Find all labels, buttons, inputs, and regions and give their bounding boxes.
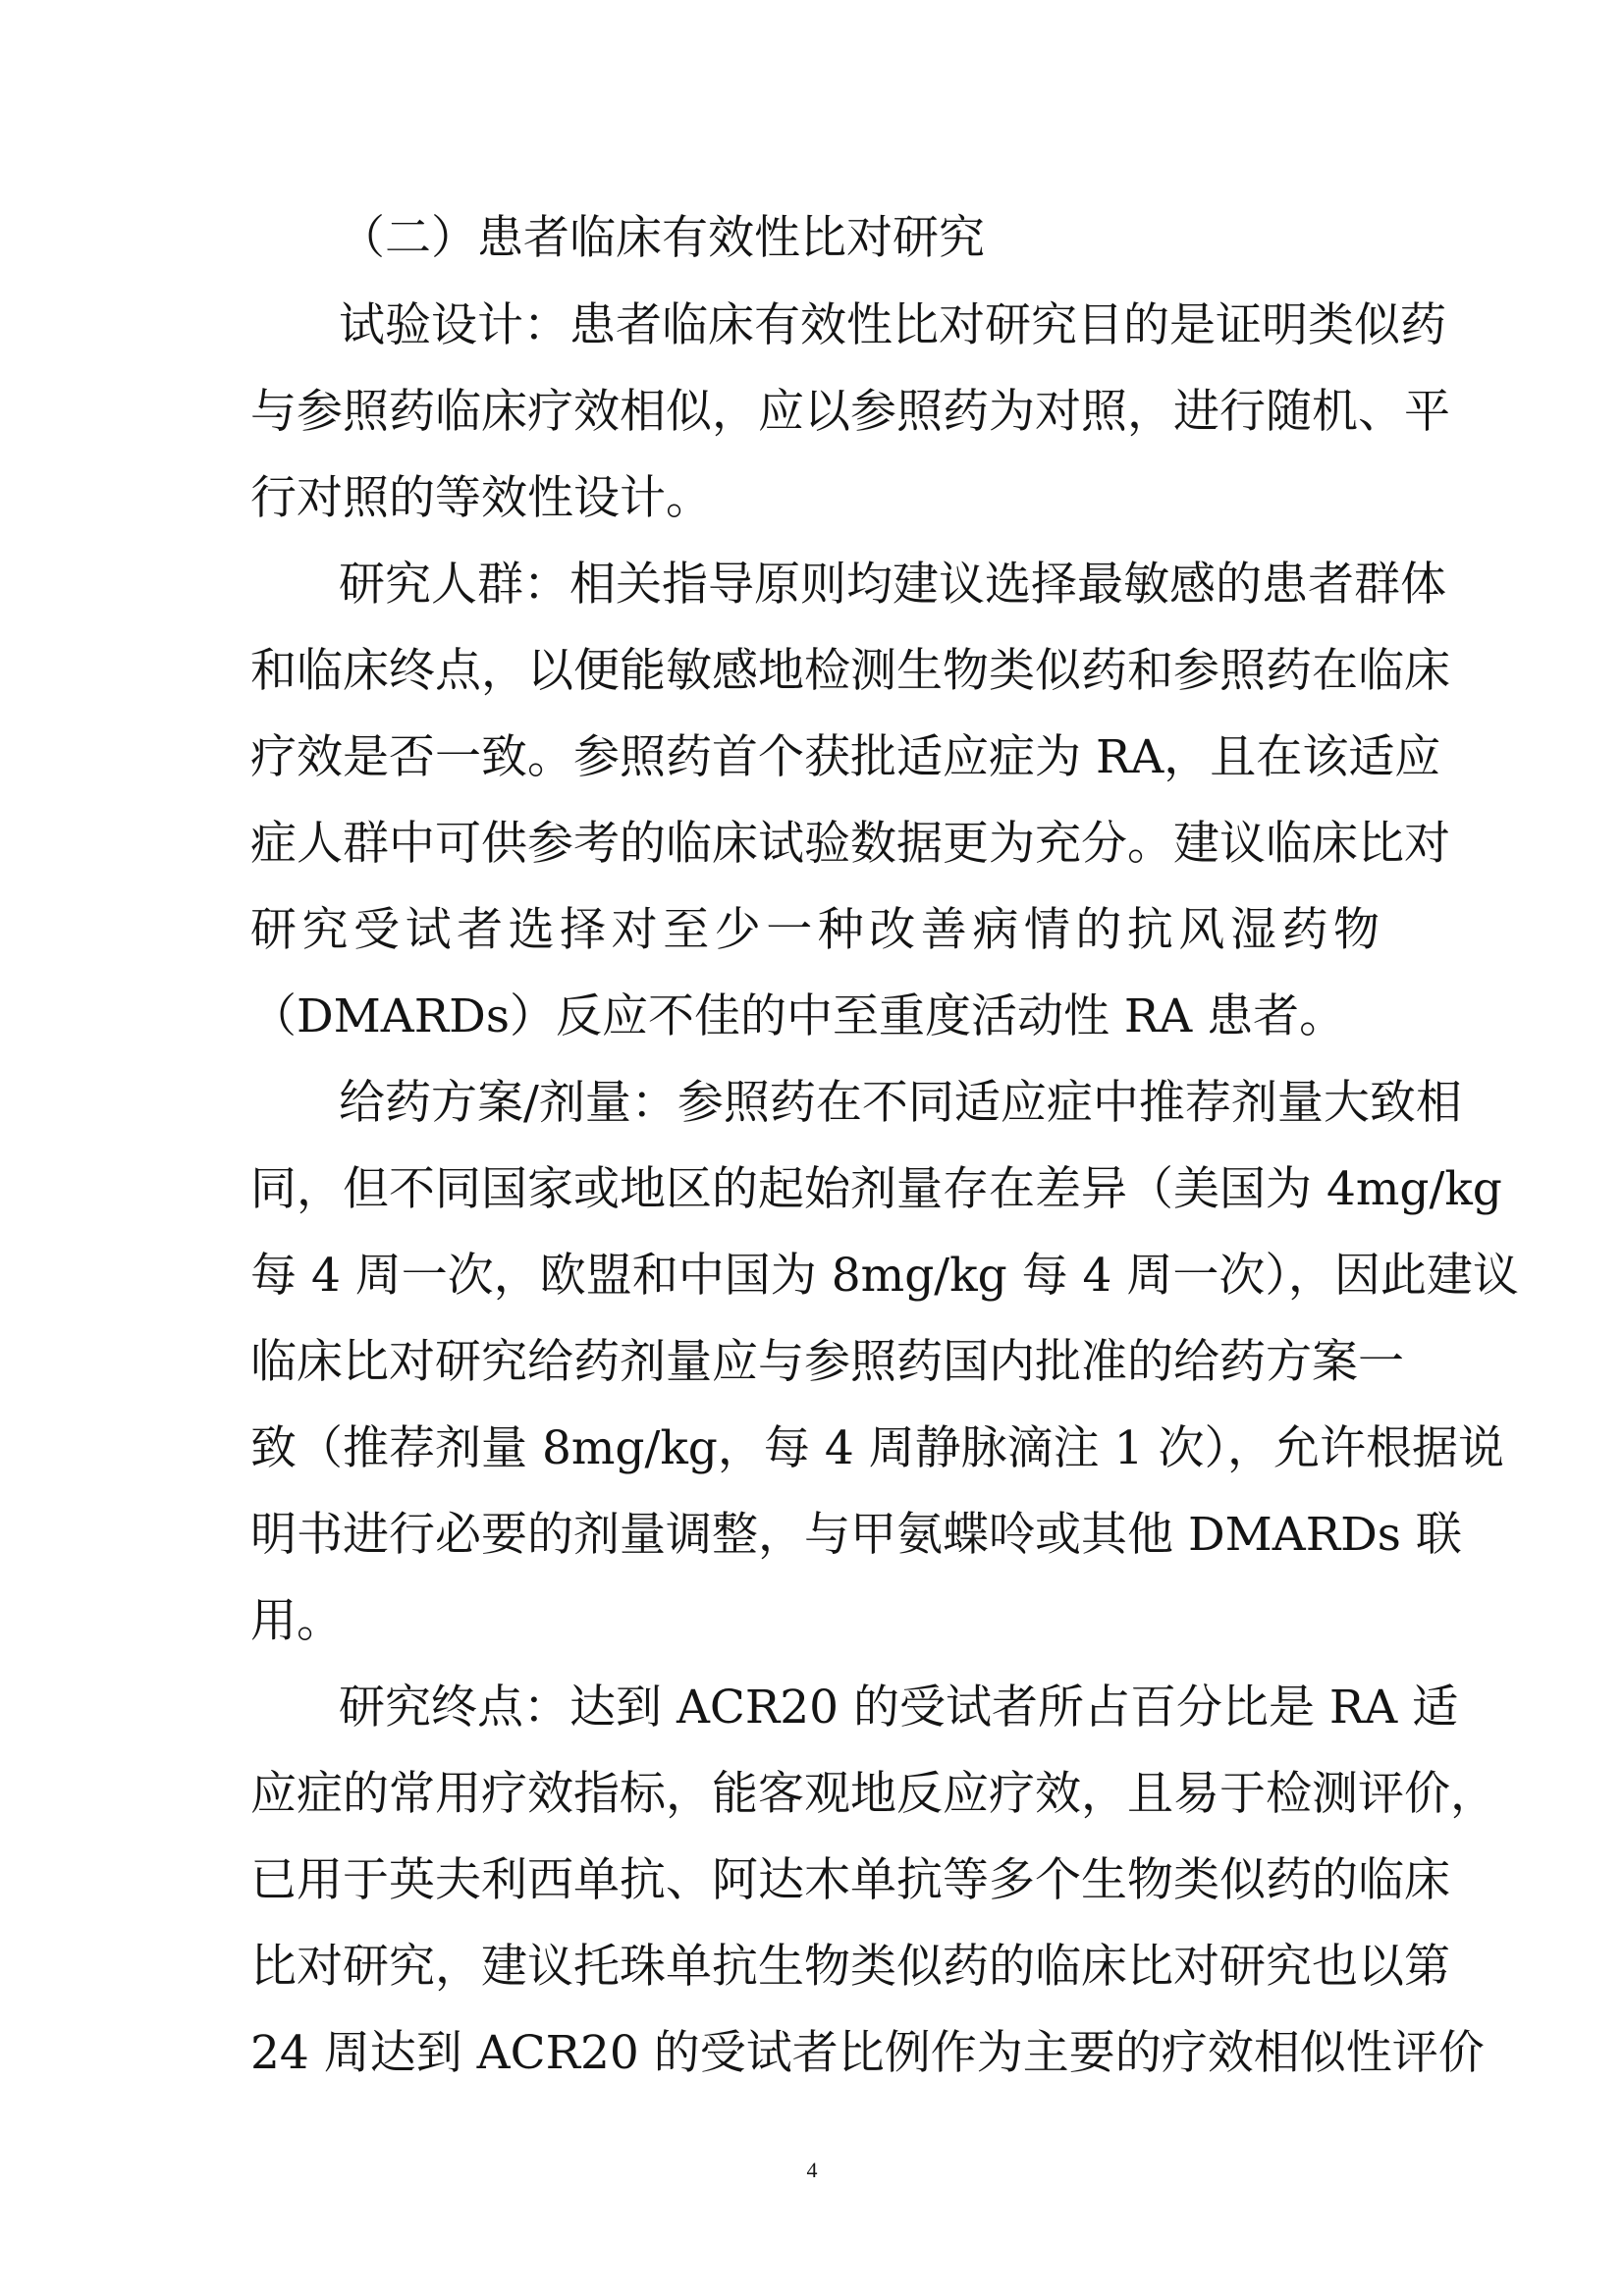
paragraph-dosing-line-5: 致（推荐剂量 8mg/kg，每 4 周静脉滴注 1 次），允许根据说 — [250, 1421, 1504, 1475]
paragraph-dosing-line-2: 同，但不同国家或地区的起始剂量存在差异（美国为 4mg/kg — [250, 1162, 1502, 1216]
paragraph-dosing-line-1: 给药方案/剂量：参照药在不同适应症中推荐剂量大致相 — [339, 1076, 1462, 1130]
paragraph-study-population-line-5: 研究受试者选择对至少一种改善病情的抗风湿药物 — [250, 903, 1380, 957]
paragraph-endpoint-line-4: 比对研究，建议托珠单抗生物类似药的临床比对研究也以第 — [250, 1940, 1450, 1994]
paragraph-endpoint-line-3: 已用于英夫利西单抗、阿达木单抗等多个生物类似药的临床 — [250, 1853, 1450, 1907]
paragraph-trial-design-line-1: 试验设计：患者临床有效性比对研究目的是证明类似药 — [339, 298, 1446, 352]
paragraph-study-population-line-2: 和临床终点，以便能敏感地检测生物类似药和参照药在临床 — [250, 644, 1450, 698]
paragraph-dosing-line-4: 临床比对研究给药剂量应与参照药国内批准的给药方案一 — [250, 1335, 1404, 1389]
paragraph-study-population-line-6: （DMARDs）反应不佳的中至重度活动性 RA 患者。 — [250, 989, 1346, 1043]
paragraph-endpoint-line-5: 24 周达到 ACR20 的受试者比例作为主要的疗效相似性评价 — [250, 2026, 1485, 2080]
paragraph-dosing-line-7: 用。 — [250, 1594, 343, 1648]
page-number: 4 — [806, 2158, 818, 2182]
paragraph-study-population-line-1: 研究人群：相关指导原则均建议选择最敏感的患者群体 — [339, 558, 1446, 612]
paragraph-trial-design-line-3: 行对照的等效性设计。 — [250, 471, 712, 525]
paragraph-trial-design-line-2: 与参照药临床疗效相似，应以参照药为对照，进行随机、平 — [250, 385, 1450, 439]
paragraph-dosing-line-3: 每 4 周一次，欧盟和中国为 8mg/kg 每 4 周一次），因此建议 — [250, 1249, 1519, 1303]
section-heading: （二）患者临床有效性比对研究 — [339, 211, 985, 265]
paragraph-endpoint-line-1: 研究终点：达到 ACR20 的受试者所占百分比是 RA 适 — [339, 1681, 1459, 1735]
paragraph-study-population-line-4: 症人群中可供参考的临床试验数据更为充分。建议临床比对 — [250, 817, 1450, 871]
paragraph-dosing-line-6: 明书进行必要的剂量调整，与甲氨蝶呤或其他 DMARDs 联 — [250, 1508, 1462, 1562]
paragraph-endpoint-line-2: 应症的常用疗效指标，能客观地反应疗效，且易于检测评价， — [250, 1767, 1496, 1821]
paragraph-study-population-line-3: 疗效是否一致。参照药首个获批适应症为 RA，且在该适应 — [250, 730, 1441, 784]
